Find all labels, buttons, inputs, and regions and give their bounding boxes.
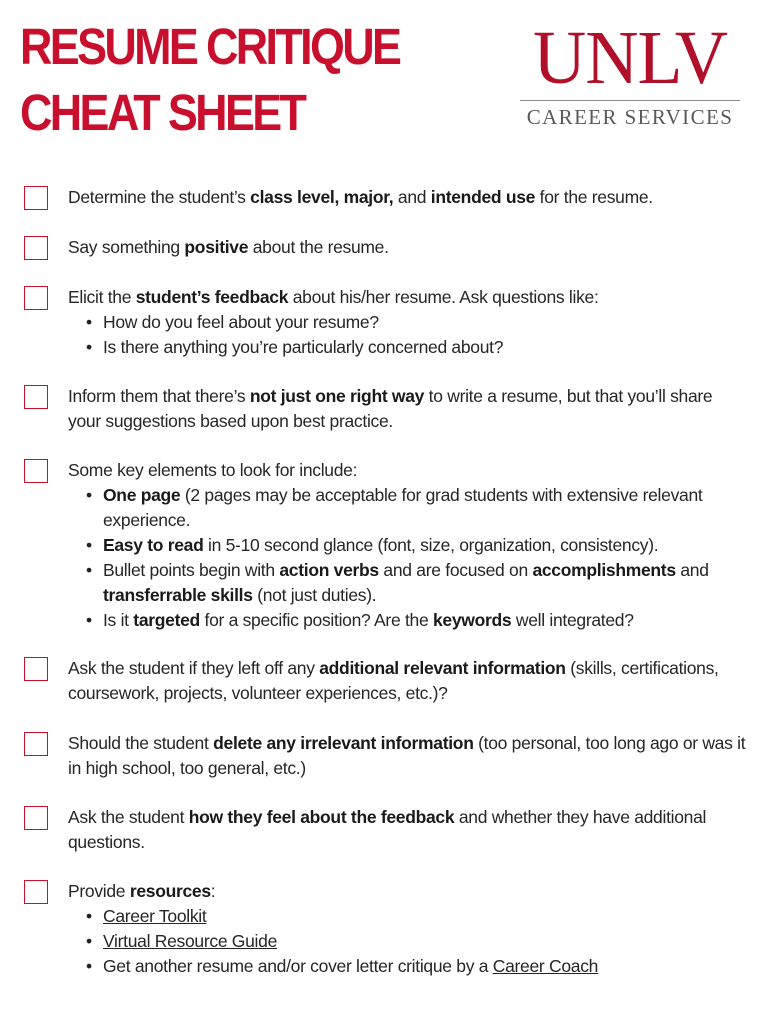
logo-wordmark: UNLV [532, 16, 728, 100]
key-elements-list [68, 483, 748, 633]
list-item: • Is there anything you’re particularly concerned about? [68, 335, 748, 360]
career-toolkit-link[interactable]: Career Toolkit [103, 906, 207, 926]
resources-list [68, 904, 748, 979]
list-item: • Bullet points begin with action verbs and are focused on accomplishments and transferrable skills (not just duties). [68, 558, 748, 608]
checkbox[interactable] [24, 657, 48, 681]
list-item: • How do you feel about your resume? [68, 310, 748, 335]
item-text: Ask the student how they feel about the feedback and whether they have additional questions. [68, 807, 707, 852]
checkbox[interactable] [24, 880, 48, 904]
list-item: • One page (2 pages may be acceptable for grad students with extensive relevant experience. [68, 483, 748, 533]
question-list [68, 310, 748, 360]
item-text: Some key elements to look for include: • One page (2 pages may be acceptable for grad students with extensive relevant experience. • Easy to read in 5-10 second glance (font, size, organization, consistency). • Bullet points begin with action verbs and are focused on accomplishments and transferrable skills (not just duties). • Is it targeted for a specific position? Are the keywords well integrated? [68, 458, 748, 633]
career-coach-link[interactable]: Career Coach [492, 956, 599, 976]
page-title [20, 14, 399, 146]
item-text: Should the student delete any irrelevant information (too personal, too long ago or was it in high school, too general, etc.) [68, 733, 746, 778]
checkbox[interactable] [24, 385, 48, 409]
checkbox[interactable] [24, 732, 48, 756]
logo-subtitle: CAREER SERVICES [526, 105, 734, 129]
list-item: • Get another resume and/or cover letter critique by a Career Coach [68, 954, 748, 979]
list-item: • Is it targeted for a specific position? Are the keywords well integrated? [68, 608, 748, 633]
unlv-career-services-logo [512, 16, 748, 129]
list-item: • Easy to read in 5-10 second glance (font, size, organization, consistency). [68, 533, 748, 558]
item-text: Say something positive about the resume. [68, 237, 389, 257]
logo-divider [520, 100, 740, 101]
list-item [68, 904, 748, 929]
item-text: Ask the student if they left off any additional relevant information (skills, certifications, coursework, projects, volunteer experiences, etc.)? [68, 658, 719, 703]
list-item [68, 929, 748, 954]
item-text: Determine the student’s class level, major, and intended use for the resume. [68, 187, 653, 207]
checkbox[interactable] [24, 286, 48, 310]
title-line-2: CHEAT SHEET [20, 84, 305, 141]
item-text: Provide resources: • Career Toolkit • Virtual Resource Guide • Get another resume and/or cover letter critique by a Career Coach [68, 879, 748, 979]
virtual-resource-guide-link[interactable]: Virtual Resource Guide [103, 931, 278, 951]
item-text: Inform them that there’s not just one right way to write a resume, but that you’ll share your suggestions based upon best practice. [68, 386, 713, 431]
checkbox[interactable] [24, 236, 48, 260]
checkbox[interactable] [24, 186, 48, 210]
item-text: Elicit the student’s feedback about his/her resume. Ask questions like: • How do you feel about your resume? • Is there anything you’re particularly concerned about? [68, 285, 748, 360]
checkbox[interactable] [24, 806, 48, 830]
checkbox[interactable] [24, 459, 48, 483]
title-line-1: RESUME CRITIQUE [20, 18, 400, 75]
